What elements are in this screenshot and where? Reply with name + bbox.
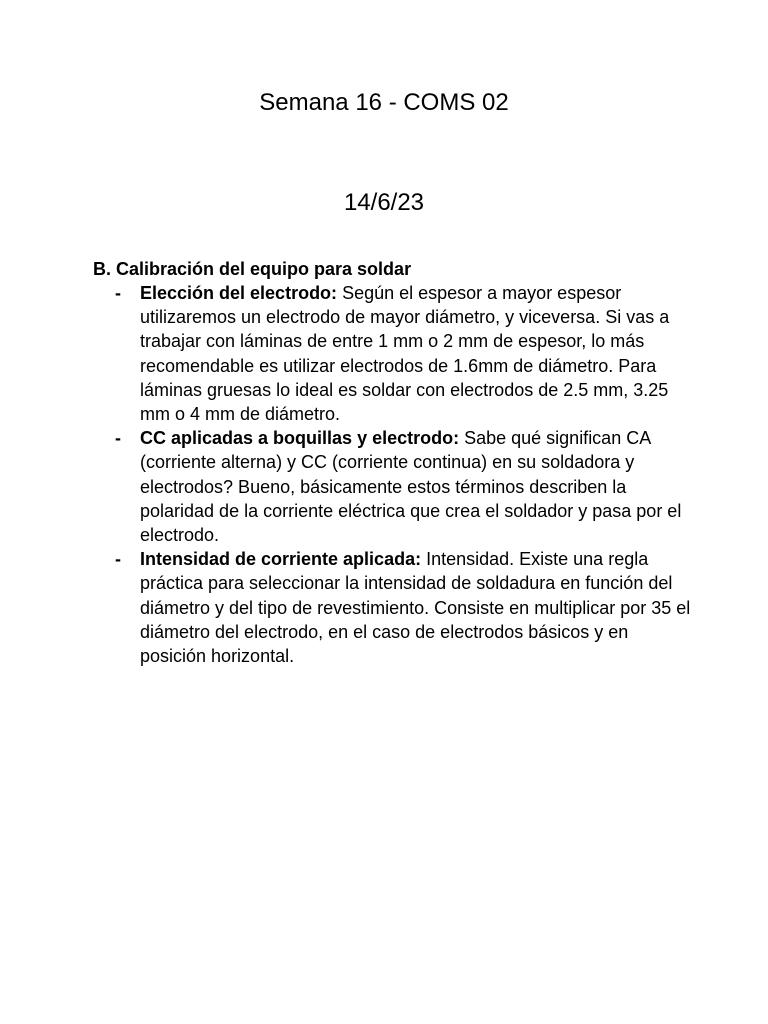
list-item-cc-applied [93,426,693,547]
list-item-current-intensity [93,547,693,668]
section-item-list [93,281,693,668]
item-term: Elección del electrodo: [140,283,338,303]
section-calibration [93,257,693,668]
section-heading: B. Calibración del equipo para soldar [93,259,412,279]
bullet-dash: - [115,549,121,570]
document-title: Semana 16 - COMS 02 [259,89,509,116]
bullet-dash: - [115,283,121,303]
item-text: Sabe qué significan CA (corriente alterna) y CC (corriente continua) en su soldadora y electrodos? Bueno, básicamente estos términos describen la polaridad de la corriente eléctrica que crea el soldador y pasa por el electrodo. [140,428,682,546]
item-term: Intensidad de corriente aplicada: [140,549,422,570]
item-text: Intensidad. Existe una regla práctica para seleccionar la intensidad de soldadura en función del diámetro y del tipo de revestimiento. Consiste en multiplicar por 35 el diámetro del electrodo, en el caso de electrodos básicos y en posición horizontal. [140,549,691,667]
list-item-electrode-choice [93,281,693,426]
bullet-dash: - [115,428,121,449]
item-term: CC aplicadas a boquillas y electrodo: [140,428,460,449]
item-text: Según el espesor a mayor espesor utilizaremos un electrodo de mayor diámetro, y viceversa. Si vas a trabajar con láminas de entre 1 mm o 2 mm de espesor, lo más recomendable es utilizar electrodos de 1.6mm de diámetro. Para láminas gruesas lo ideal es soldar con electrodos de 2.5 mm, 3.25 mm o 4 mm de diámetro. [140,283,670,425]
document-date: 14/6/23 [343,189,425,216]
